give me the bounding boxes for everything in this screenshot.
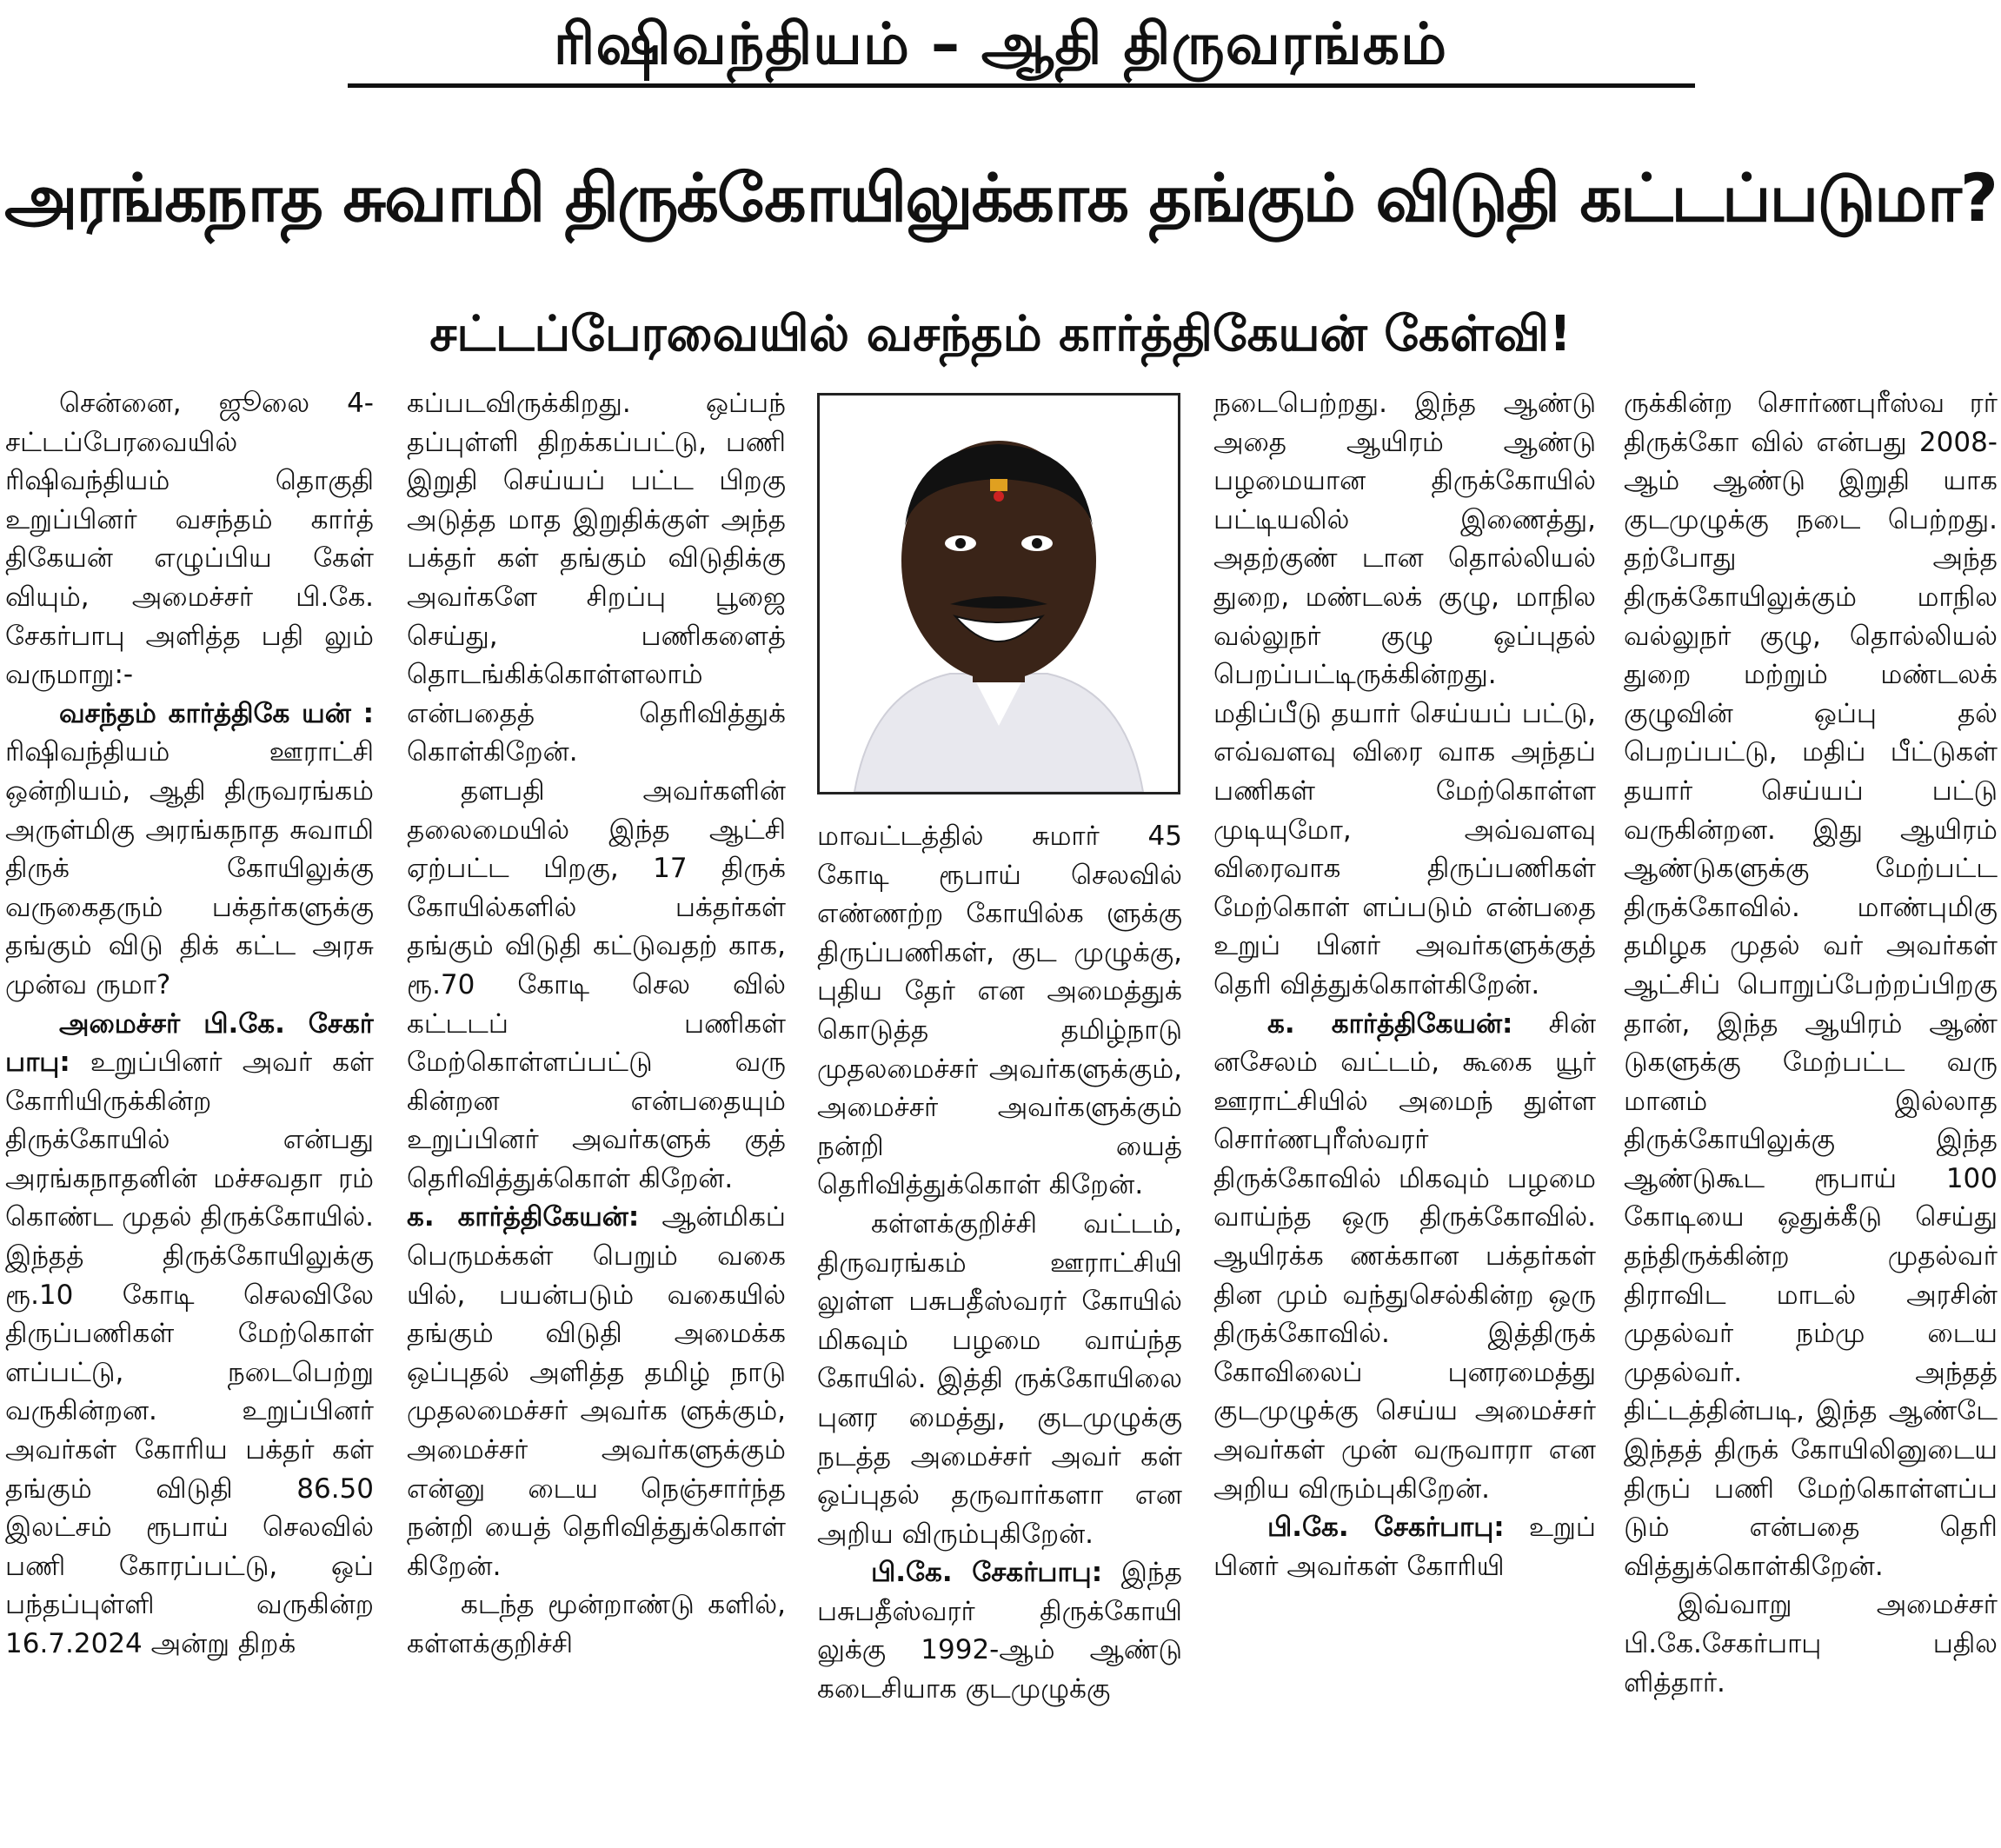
- paragraph: ருக்கின்ற சொர்ணபுரீஸ்வ ரர் திருக்கோ வில் என்பது 2008-ஆம் ஆண்டு இறுதி யாக குடமுழுக்கு நடை பெற்றது. தற்போது அந்த திருக்கோயிலுக்கும் மாநில வல்லுநர் குழு, தொல்லியல் துறை மற்றும் மண்டலக் குழுவின் ஒப்பு தல் பெறப்பட்டு, மதிப் பீட்டுகள் தயார் செய்யப் பட்டு வருகின்றன. இது ஆயிரம் ஆண்டுகளுக்கு மேற்பட்ட திருக்கோவில். மாண்புமிகு தமிழக முதல் வர் அவர்கள் ஆட்சிப் பொறுப்பேற்றப்பிறகு தான், இந்த ஆயிரம் ஆண் டுகளுக்கு மேற்பட்ட வரு மானம் இல்லாத திருக்கோயிலுக்கு இந்த ஆண்டுகூட ரூபாய் 100 கோடியை ஒதுக்கீடு செய்து தந்திருக்கின்ற முதல்வர் திராவிட மாடல் அரசின் முதல்வர் நம்மு டைய முதல்வர். அந்தத் திட்டத்தின்படி, இந்த ஆண்டே இந்தத் திருக் கோயிலினுடைய திருப் பணி மேற்கொள்ளப்ப டும் என்பதை தெரி வித்துக்கொள்கிறேன்.: [1624, 388, 1998, 1582]
- article-column-5: [1624, 384, 1998, 1845]
- paragraph: [1213, 1005, 1596, 1509]
- paragraph-text: ரிஷிவந்தியம் ஊராட்சி ஒன்றியம், ஆதி திருவரங்கம் அருள்மிகு அரங்கநாத சுவாமி திருக் கோயிலுக்கு வருகைதரும் பக்தர்களுக்கு தங்கும் விடு திக் கட்ட அரசு முன்வ ருமா?: [5, 736, 374, 1000]
- article-column-3: [817, 817, 1182, 1845]
- speaker-label: அமைச்சர் பி.கே. சேகர் பாபு:: [5, 1007, 374, 1079]
- portrait-illustration: [820, 396, 1178, 792]
- paragraph-text: உறுப்பினர் அவர் கள் கோரியிருக்கின்ற திருக்கோயில் என்பது அரங்கநாதனின் மச்சவதா ரம் கொண்ட முதல் திருக்கோயில். இந்தத் திருக்கோயிலுக்கு ரூ.10 கோடி செலவிலே திருப்பணிகள் மேற்கொள் ளப்பட்டு, நடைபெற்று வருகின்றன. உறுப்பினர் அவர்கள் கோரிய பக்தர் கள் தங்கும் விடுதி 86.50 இலட்சம் ரூபாய் செலவில் பணி கோரப்பட்டு, ஒப் பந்தப்புள்ளி வருகின்ற 16.7.2024 அன்று திறக்: [5, 1047, 374, 1659]
- paragraph: கப்படவிருக்கிறது. ஒப்பந் தப்புள்ளி திறக்கப்பட்டு, பணி இறுதி செய்யப் பட்ட பிறகு அடுத்த மாத இறுதிக்குள் அந்த பக்தர் கள் தங்கும் விடுதிக்கு அவர்களே சிறப்பு பூஜை செய்து, பணிகளைத் தொடங்கிக்கொள்ளலாம் என்பதைத் தெரிவித்துக் கொள்கிறேன்.: [407, 388, 786, 768]
- portrait-photo-icon: [817, 393, 1180, 794]
- paragraph: இவ்வாறு அமைச்சர் பி.கே.சேகர்பாபு பதில ளித்தார்.: [1624, 1589, 1998, 1698]
- paragraph-text: ஆன்மிகப் பெருமக்கள் பெறும் வகை யில், பயன்படும் வகையில் தங்கும் விடுதி அமைக்க ஒப்புதல் அளித்த தமிழ் நாடு முதலமைச்சர் அவர்க ளுக்கும், அமைச்சர் அவர்களுக்கும் என்னு டைய நெஞ்சார்ந்த நன்றி யைத் தெரிவித்துக்கொள் கிறேன்.: [407, 1201, 786, 1582]
- article-column-4: [1213, 384, 1596, 1845]
- headline: அரங்கநாத சுவாமி திருக்கோயிலுக்காக தங்கும் விடுதி கட்டப்படுமா?: [4, 159, 1997, 236]
- paragraph: சென்னை, ஜூலை 4- சட்டப்பேரவையில் ரிஷிவந்தியம் தொகுதி உறுப்பினர் வசந்தம் கார்த் திகேயன் எழுப்பிய கேள் வியும், அமைச்சர் பி.கே. சேகர்பாபு அளித்த பதி லும் வருமாறு:-: [5, 388, 374, 691]
- speaker-label: பி.கே. சேகர்பாபு:: [871, 1557, 1103, 1589]
- paragraph: மாவட்டத்தில் சுமார் 45 கோடி ரூபாய் செலவில் எண்ணற்ற கோயில்க ளுக்கு திருப்பணிகள், குட முழுக்கு, புதிய தேர் என அமைத்துக் கொடுத்த தமிழ்நாடு முதலமைச்சர் அவர்களுக்கும், அமைச்சர் அவர்களுக்கும் நன்றி யைத் தெரிவித்துக்கொள் கிறேன்.: [817, 821, 1182, 1201]
- paragraph-text: சின் னசேலம் வட்டம், கூகை யூர் ஊராட்சியில் அமைந் துள்ள சொர்ணபுரீஸ்வரர் திருக்கோவில் மிகவும் பழமை வாய்ந்த ஒரு திருக்கோவில். ஆயிரக்க ணக்கான பக்தர்கள் தின மும் வந்துசெல்கின்ற ஒரு திருக்கோவில். இத்திருக் கோவிலைப் புனரமைத்து குடமுழுக்கு செய்ய அமைச்சர் அவர்கள் முன் வருவாரா என அறிய விரும்புகிறேன்.: [1213, 1007, 1596, 1505]
- paragraph: கடந்த மூன்றாண்டு களில், கள்ளக்குறிச்சி: [407, 1589, 786, 1659]
- paragraph: [5, 695, 374, 1005]
- paragraph-text: இந்த பசுபதீஸ்வரர் திருக்கோயி லுக்கு 1992-ஆம் ஆண்டு கடைசியாக குடமுழுக்கு: [817, 1557, 1182, 1705]
- speaker-label: பி.கே. சேகர்பாபு:: [1267, 1512, 1505, 1544]
- paragraph: தளபதி அவர்களின் தலைமையில் இந்த ஆட்சி ஏற்பட்ட பிறகு, 17 திருக் கோயில்களில் பக்தர்கள் தங்கும் விடுதி கட்டுவதற் காக, ரூ.70 கோடி செல வில் கட்டடப் பணிகள் மேற்கொள்ளப்பட்டு வரு கின்றன என்பதையும் உறுப்பினர் அவர்களுக் குத் தெரிவித்துக்கொள் கிறேன்.: [407, 774, 786, 1194]
- speaker-label: க. கார்த்திகேயன்:: [1267, 1007, 1513, 1040]
- subheadline: சட்டப்பேரவையில் வசந்தம் கார்த்திகேயன் கேள்வி!: [429, 306, 1572, 362]
- article-column-2: [407, 384, 786, 1845]
- paragraph: [5, 1005, 374, 1664]
- paragraph: [1213, 1508, 1596, 1585]
- paragraph: நடைபெற்றது. இந்த ஆண்டு அதை ஆயிரம் ஆண்டு பழமையான திருக்கோயில் பட்டியலில் இணைத்து, அதற்குண் டான தொல்லியல் துறை, மண்டலக் குழு, மாநில வல்லுநர் குழு ஒப்புதல் பெறப்பட்டிருக்கின்றது. மதிப்பீடு தயார் செய்யப் பட்டு, எவ்வளவு விரை வாக அந்தப் பணிகள் மேற்கொள்ள முடியுமோ, அவ்வளவு விரைவாக திருப்பணிகள் மேற்கொள் ளப்படும் என்பதை உறுப் பினர் அவர்களுக்குத் தெரி வித்துக்கொள்கிறேன்.: [1213, 388, 1596, 1000]
- kicker-title: ரிஷிவந்தியம் – ஆதி திருவரங்கம்: [553, 10, 1448, 77]
- speaker-label: வசந்தம் கார்த்திகே யன் :: [59, 697, 374, 729]
- speaker-label: க. கார்த்திகேயன்:: [407, 1201, 640, 1233]
- paragraph-text: உறுப் பினர் அவர்கள் கோரியி: [1213, 1512, 1596, 1582]
- paragraph: [817, 1553, 1182, 1708]
- paragraph: கள்ளக்குறிச்சி வட்டம், திருவரங்கம் ஊராட்சியி லுள்ள பசுபதீஸ்வரர் கோயில் மிகவும் பழமை வாய்ந்த கோயில். இத்தி ருக்கோயிலை புனர மைத்து, குடமுழுக்கு நடத்த அமைச்சர் அவர் கள் ஒப்புதல் தருவார்களா என அறிய விரும்புகிறேன்.: [817, 1207, 1182, 1550]
- paragraph: [407, 1198, 786, 1585]
- article-column-1: [5, 384, 374, 1845]
- kicker-underline: [348, 83, 1695, 88]
